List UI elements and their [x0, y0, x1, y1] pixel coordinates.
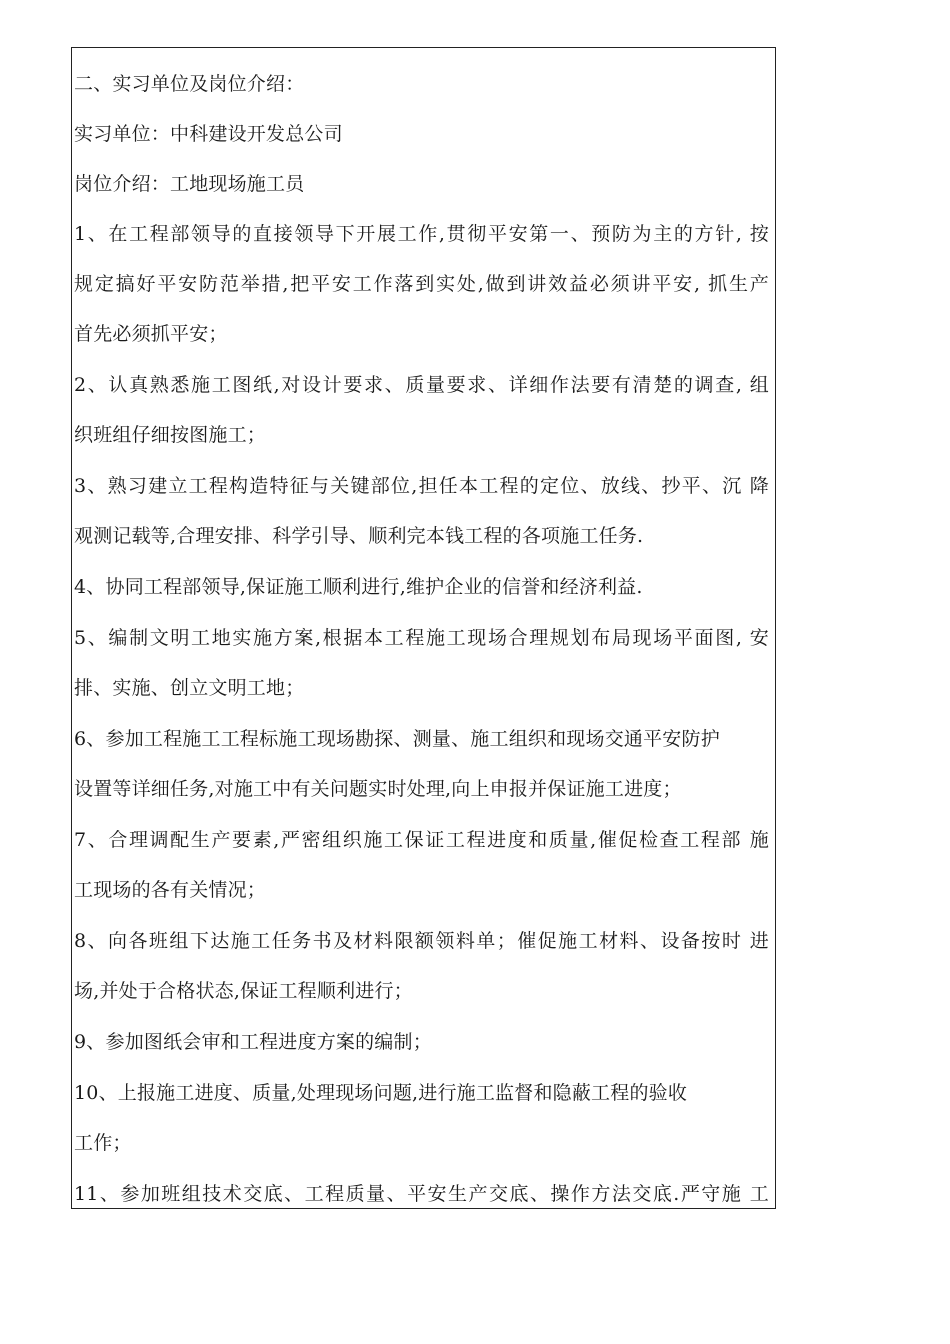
- duty-line: 4、协同工程部领导,保证施工顺利进行,维护企业的信誉和经济利益.: [74, 576, 643, 598]
- duty-line: 8、向各班组下达施工任务书及材料限额领料单；催促施工材料、设备按时 进: [74, 930, 769, 952]
- section-heading: 二、实习单位及岗位介绍：: [74, 73, 305, 95]
- duty-line: 10、上报施工进度、质量,处理现场问题,进行施工监督和隐蔽工程的验收: [74, 1082, 688, 1104]
- document-frame: [71, 47, 776, 1209]
- duty-line: 3、熟习建立工程构造特征与关键部位,担任本工程的定位、放线、抄平、沉 降: [74, 475, 769, 497]
- duty-line: 11、参加班组技术交底、工程质量、平安生产交底、操作方法交底.严守施 工: [74, 1183, 769, 1205]
- duty-line: 5、编制文明工地实施方案,根据本工程施工现场合理规划布局现场平面图, 安: [74, 627, 769, 649]
- duty-line: 2、认真熟悉施工图纸,对设计要求、质量要求、详细作法要有清楚的调查, 组: [74, 374, 769, 396]
- duty-line: 工现场的各有关情况；: [74, 879, 267, 901]
- duty-line: 规定搞好平安防范举措,把平安工作落到实处,做到讲效益必须讲平安, 抓生产: [74, 273, 769, 295]
- duty-line: 1、在工程部领导的直接领导下开展工作,贯彻平安第一、预防为主的方针, 按: [74, 223, 769, 245]
- internship-unit: 实习单位：中科建设开发总公司: [74, 123, 343, 145]
- duty-line: 织班组仔细按图施工；: [74, 424, 267, 446]
- duty-line: 6、参加工程施工工程标施工现场勘探、测量、施工组织和现场交通平安防护: [74, 728, 720, 750]
- duty-line: 首先必须抓平安；: [74, 323, 228, 345]
- duty-line: 工作；: [74, 1132, 132, 1154]
- duty-line: 场,并处于合格状态,保证工程顺利进行；: [74, 980, 413, 1002]
- duty-line: 设置等详细任务,对施工中有关问题实时处理,向上申报并保证施工进度；: [74, 778, 682, 800]
- duty-line: 7、合理调配生产要素,严密组织施工保证工程进度和质量,催促检查工程部 施: [74, 829, 769, 851]
- position-intro: 岗位介绍：工地现场施工员: [74, 173, 305, 195]
- duty-line: 排、实施、创立文明工地；: [74, 677, 305, 699]
- duty-line: 观测记载等,合理安排、科学引导、顺利完本钱工程的各项施工任务.: [74, 525, 644, 547]
- duty-line: 9、参加图纸会审和工程进度方案的编制；: [74, 1031, 432, 1053]
